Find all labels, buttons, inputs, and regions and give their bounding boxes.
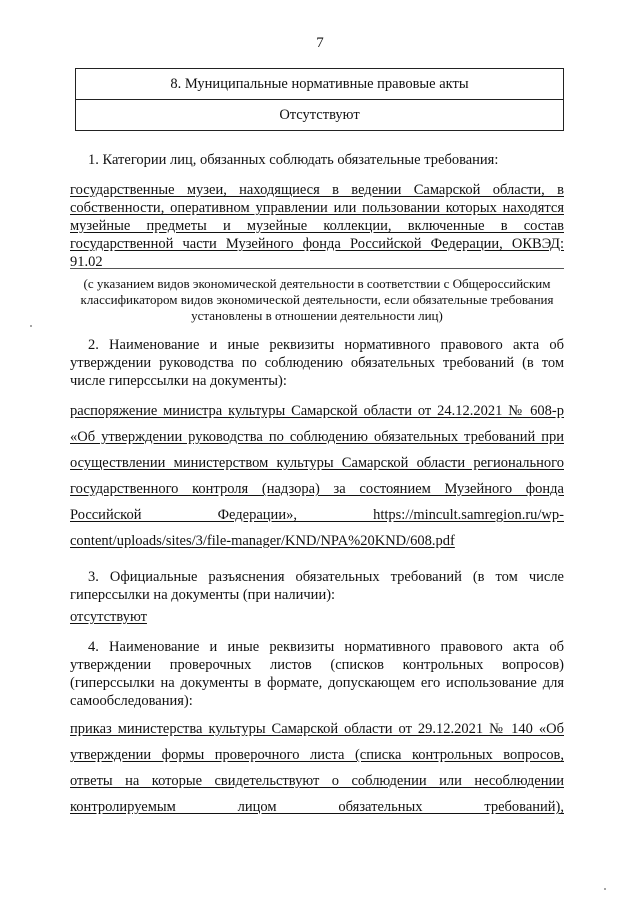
page-number: 7 xyxy=(316,35,324,51)
section2-heading: 2. Наименование и иные реквизиты нормативного правового акта об утверждении руководства по соблюдению обязательных требований (в том числе гиперссылки на документы): xyxy=(70,337,564,389)
section1-answer-rule xyxy=(70,268,564,269)
section1-note: (с указанием видов экономической деятельности в соответствии с Общероссийским классификатором видов экономической деятельности, если обязательные требования установлены в отношении деятельности лиц) xyxy=(80,276,554,323)
header-table-title: 8. Муниципальные нормативные правовые акты xyxy=(170,76,469,92)
header-table xyxy=(75,68,564,131)
section3-heading: 3. Официальные разъяснения обязательных требований (в том числе гиперссылки на документы (при наличии): xyxy=(70,569,564,603)
section1-heading: 1. Категории лиц, обязанных соблюдать обязательные требования: xyxy=(88,152,499,168)
section4-answer: приказ министерства культуры Самарской области от 29.12.2021 № 140 «Об утверждении формы проверочного листа (списка контрольных вопросов, ответы на которые свидетельствуют о соблюдении или несоблюдении контролируемым лицом обязательных требований), xyxy=(70,721,564,815)
section2-answer: распоряжение министра культуры Самарской области от 24.12.2021 № 608-р «Об утверждении руководства по соблюдению обязательных требований при осуществлении министерством культуры Самарской области регионального государственного контроля (надзора) за состоянием Музейного фонда Российской Федерации», https://mincult.samregion.ru/wp-content/uploads/sites/3/file-manager/KND/NPA%20KND/608.pdf xyxy=(70,403,564,549)
section3-answer: отсутствуют xyxy=(70,609,147,625)
section4-heading: 4. Наименование и иные реквизиты нормативного правового акта об утверждении проверочных листов (списков контрольных вопросов) (гиперссылки на документы в формате, допускающем его использование для самообследования): xyxy=(70,639,564,709)
section1-answer: государственные музеи, находящиеся в ведении Самарской области, в собственности, оперативном управлении или пользовании которых находятся музейные предметы и музейные коллекции, включенные в состав государственной части Музейного фонда Российской Федерации, ОКВЭД: 91.02 xyxy=(70,182,564,270)
header-table-value: Отсутствуют xyxy=(76,99,563,130)
scan-speck xyxy=(30,325,32,327)
scan-speck xyxy=(604,888,606,890)
